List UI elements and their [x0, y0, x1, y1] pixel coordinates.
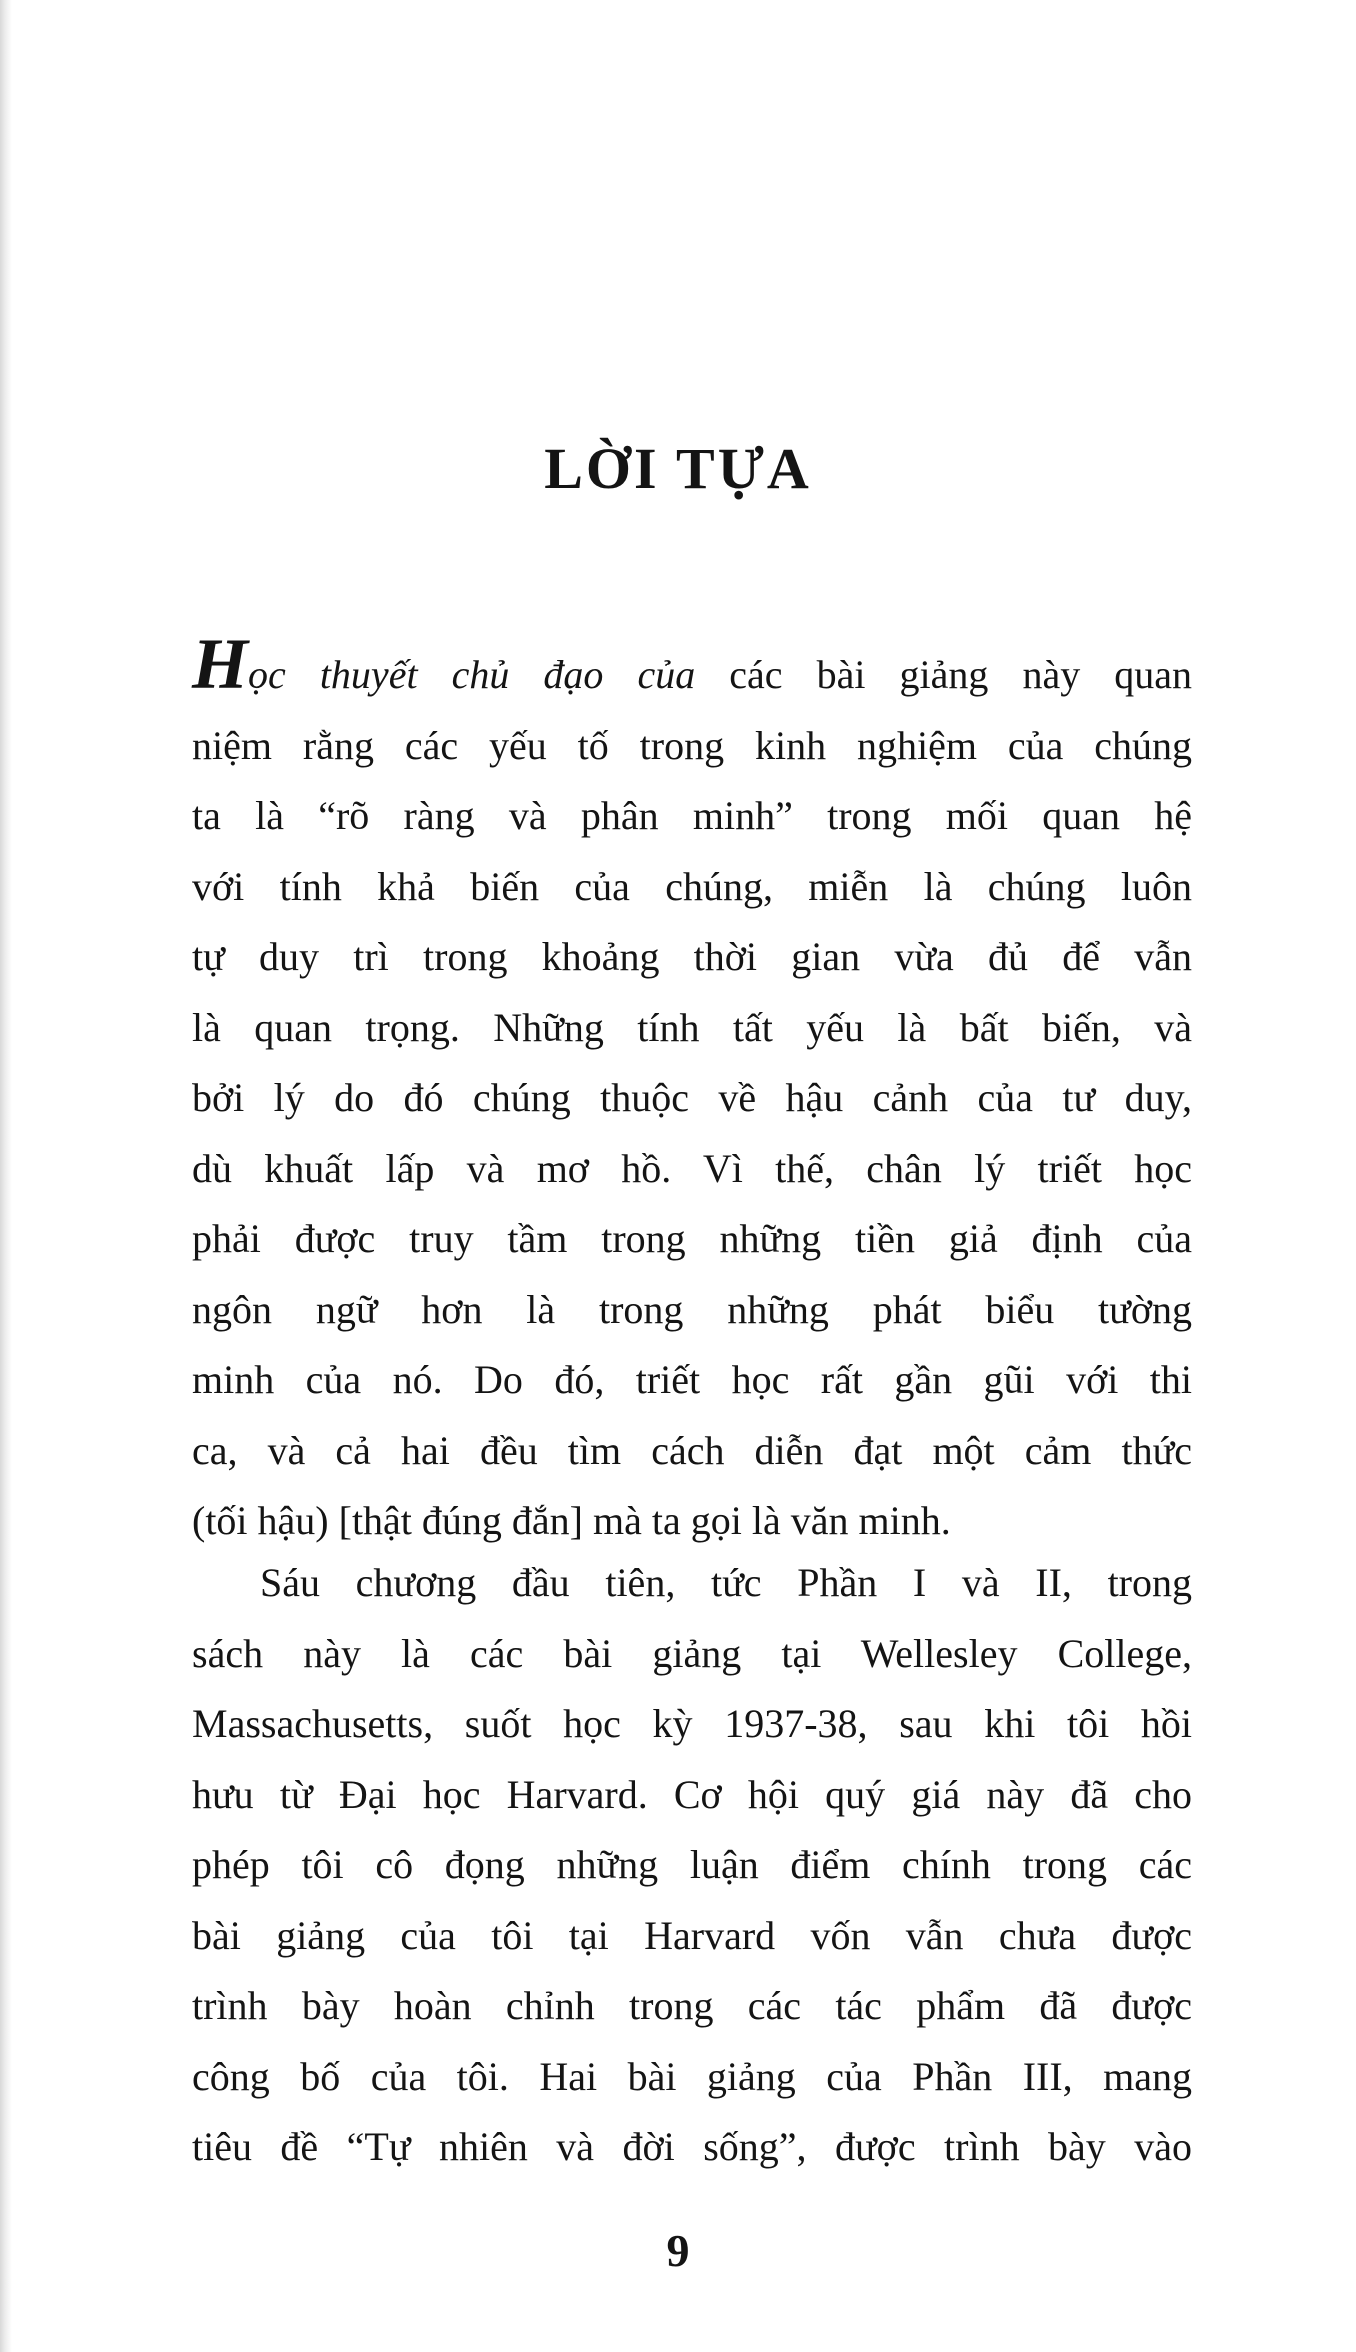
text-line: dù khuất lấp và mơ hồ. Vì thế, chân lý triết học	[192, 1145, 1192, 1191]
text-line: (tối hậu) [thật đúng đắn] mà ta gọi là văn minh.	[192, 1498, 951, 1543]
text-line: minh của nó. Do đó, triết học rất gần gũi với thi	[192, 1357, 1192, 1402]
text-line: ta là “rõ ràng và phân minh” trong mối quan hệ	[192, 793, 1192, 838]
preface-paragraph-1	[192, 624, 1192, 1557]
text-line: phép tôi cô đọng những luận điểm chính trong các	[192, 1842, 1192, 1887]
page-title: LỜI TỰA	[544, 436, 812, 501]
text-line: phải được truy tầm trong những tiền giả định của	[192, 1216, 1192, 1261]
text-line: hưu từ Đại học Harvard. Cơ hội quý giá này đã cho	[192, 1771, 1192, 1817]
text-line: sách này là các bài giảng tại Wellesley College,	[192, 1630, 1192, 1676]
text-line: bởi lý do đó chúng thuộc về hậu cảnh của tư duy,	[192, 1075, 1192, 1120]
page-edge-shadow	[0, 0, 12, 2352]
text-line: bài giảng của tôi tại Harvard vốn vẫn chưa được	[192, 1912, 1192, 1958]
text-line: công bố của tôi. Hai bài giảng của Phần III, mang	[192, 2053, 1192, 2099]
preface-paragraph-2	[192, 1548, 1192, 2183]
text-line: ca, và cả hai đều tìm cách diễn đạt một cảm thức	[192, 1427, 1192, 1473]
text-line: trình bày hoàn chỉnh trong các tác phẩm đã được	[192, 1983, 1192, 2028]
text-line: niệm rằng các yếu tố trong kinh nghiệm của chúng	[192, 722, 1192, 768]
page-number: 9	[666, 2225, 690, 2276]
lead-italic-phrase: ọc thuyết chủ đạo của	[248, 652, 696, 697]
text-line: với tính khả biến của chúng, miễn là chúng luôn	[192, 863, 1192, 909]
text-line: Sáu chương đầu tiên, tức Phần I và II, trong	[260, 1560, 1192, 1605]
drop-cap: H	[192, 624, 249, 704]
text-line	[192, 624, 1192, 711]
text-line: Massachusetts, suốt học kỳ 1937-38, sau khi tôi hồi	[192, 1701, 1192, 1746]
text-line: ngôn ngữ hơn là trong những phát biểu tường	[192, 1286, 1192, 1332]
text-line: tiêu đề “Tự nhiên và đời sống”, được trình bày vào	[192, 2124, 1192, 2169]
text-line-remainder: các bài giảng này quan	[695, 652, 1192, 697]
text-line: tự duy trì trong khoảng thời gian vừa đủ để vẫn	[192, 934, 1192, 979]
text-line: là quan trọng. Những tính tất yếu là bất biến, và	[192, 1004, 1192, 1050]
